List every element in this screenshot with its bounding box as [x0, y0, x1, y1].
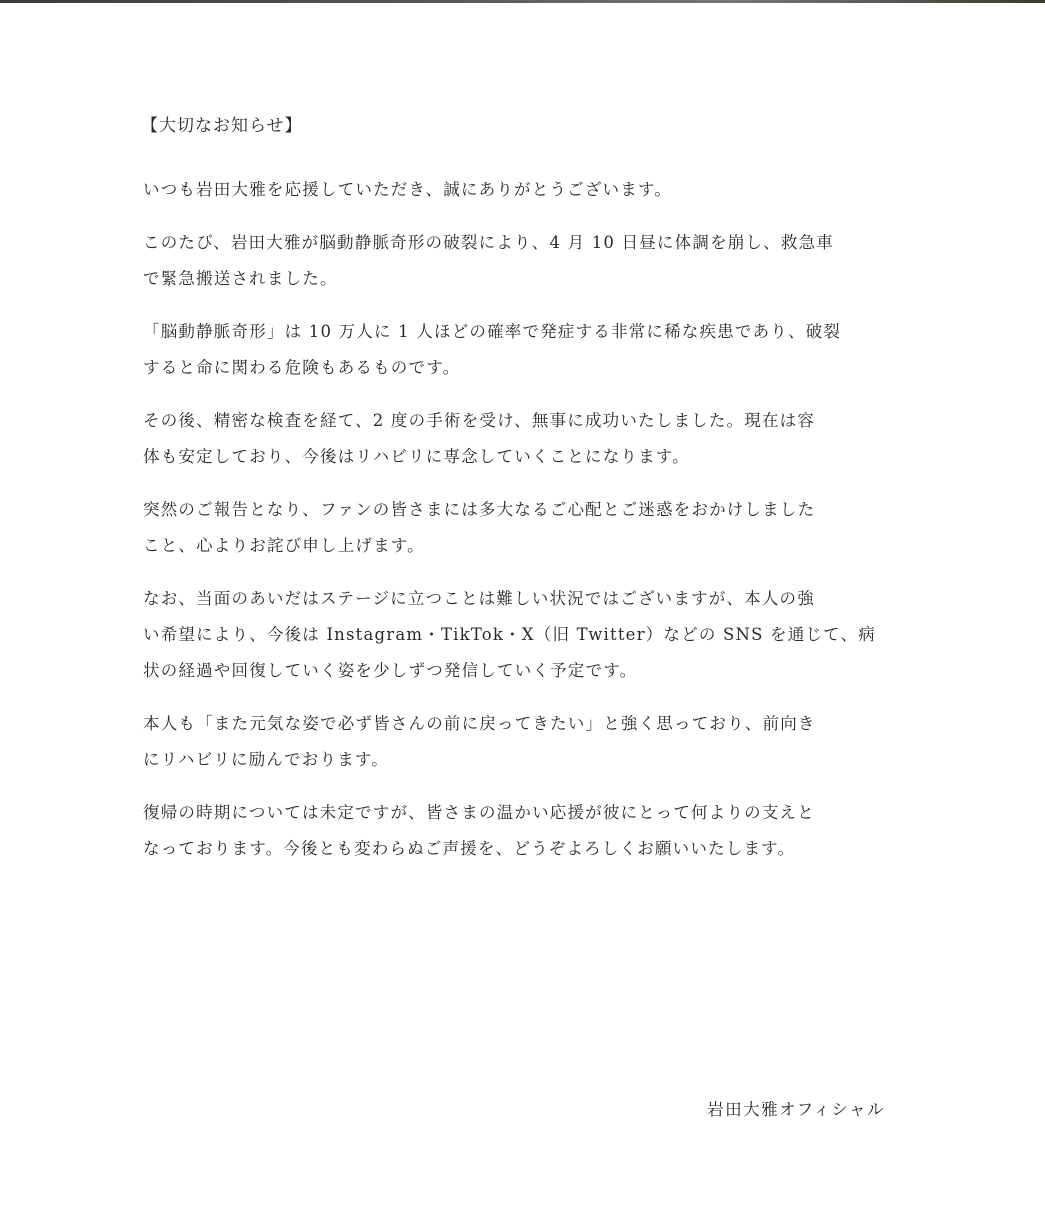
notice-paragraph-condition [143, 314, 903, 386]
paragraph-line: なっております。今後とも変わらぬご声援を、どうぞよろしくお願いいたします。 [143, 839, 796, 858]
paragraph-line: 「脳動静脈奇形」は 10 万人に 1 人ほどの確率で発症する非常に稀な疾患であり、破裂 [143, 322, 842, 341]
paragraph-line: 状の経過や回復していく姿を少しずつ発信していく予定です。 [143, 661, 638, 680]
notice-signature: 岩田大雅オフィシャル [707, 1100, 885, 1119]
notice-paragraph-greeting [143, 172, 903, 208]
paragraph-line: い希望により、今後は Instagram・TikTok・X（旧 Twitter）などの SNS を通じて、病 [143, 625, 876, 644]
paragraph-line: にリハビリに励んでおります。 [143, 750, 389, 769]
paragraph-line: その後、精密な検査を経て、2 度の手術を受け、無事に成功いたしました。現在は容 [143, 411, 816, 430]
paragraph-line: こと、心よりお詫び申し上げます。 [143, 536, 425, 555]
notice-paragraph-incident [143, 225, 903, 297]
notice-title: 【大切なお知らせ】 [141, 116, 303, 136]
notice-paragraph-apology [143, 492, 903, 564]
notice-paragraph-closing [143, 795, 903, 867]
paragraph-line: 復帰の時期については未定ですが、皆さまの温かい応援が彼にとって何よりの支えと [143, 803, 815, 822]
notice-paragraph-surgery [143, 403, 903, 475]
paragraph-line: いつも岩田大雅を応援していただき、誠にありがとうございます。 [143, 180, 673, 199]
paragraph-line: このたび、岩田大雅が脳動静脈奇形の破裂により、4 月 10 日昼に体調を崩し、救急車 [143, 233, 834, 252]
paragraph-line: なお、当面のあいだはステージに立つことは難しい状況ではございますが、本人の強 [143, 589, 815, 608]
notice-paragraph-determination [143, 706, 903, 778]
paragraph-line: で緊急搬送されました。 [143, 269, 338, 288]
paragraph-line: 突然のご報告となり、ファンの皆さまには多大なるご心配とご迷惑をおかけしました [143, 500, 816, 519]
paragraph-line: すると命に関わる危険もあるものです。 [143, 358, 461, 377]
paragraph-line: 体も安定しており、今後はリハビリに専念していくことになります。 [143, 447, 690, 466]
notice-document [143, 108, 903, 884]
top-edge-strip [0, 0, 1045, 3]
paragraph-line: 本人も「また元気な姿で必ず皆さんの前に戻ってきたい」と強く思っており、前向き [143, 714, 816, 733]
notice-paragraph-sns [143, 581, 903, 689]
